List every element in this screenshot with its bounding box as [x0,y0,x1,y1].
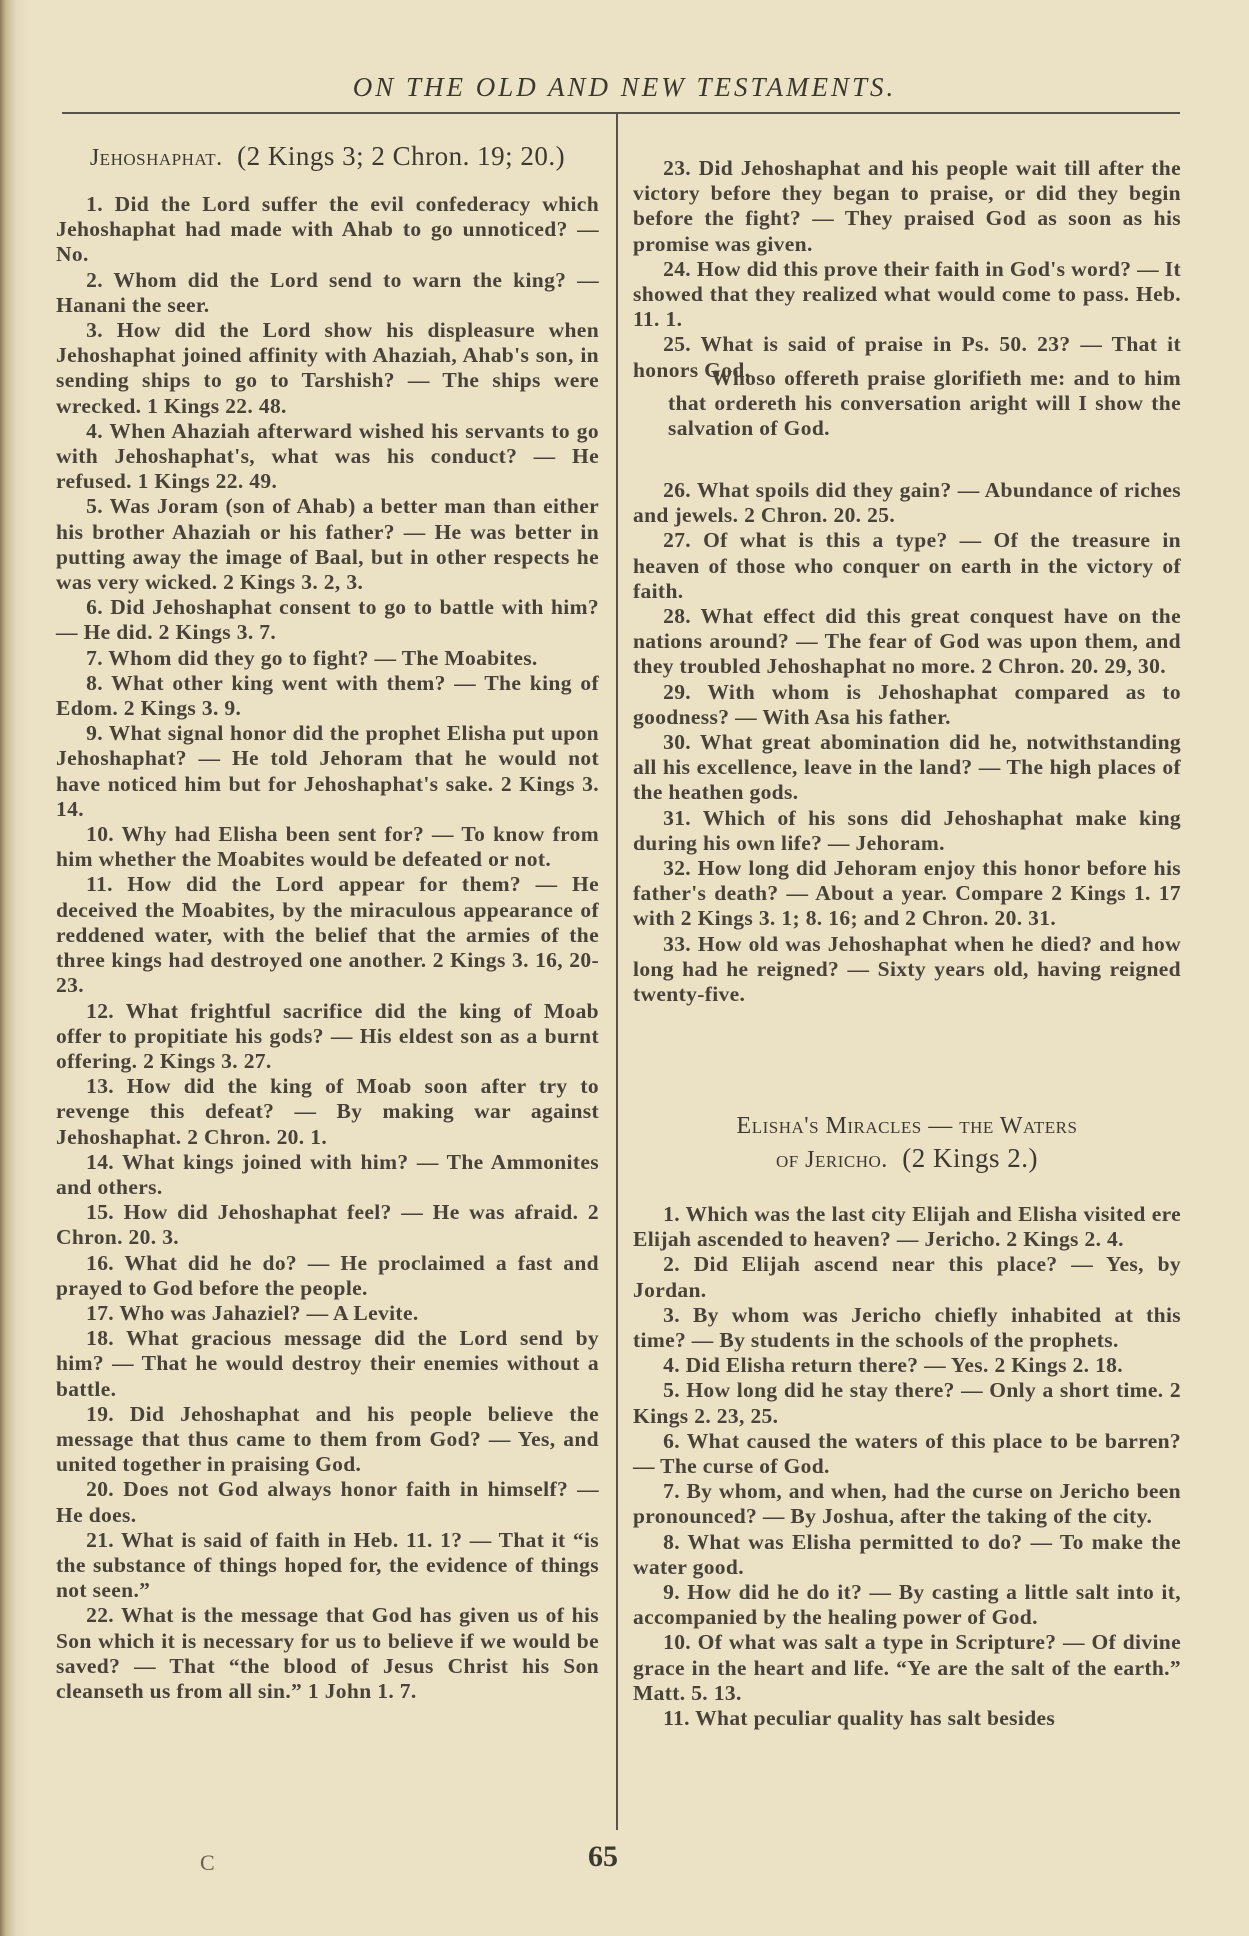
qa-item: 32. How long did Jehoram enjoy this honor before his father's death? — About a year. Compare 2 Kings 1. 17 with 2 Kings 3. 1; 8. 16; and 2 Chron. 20. 31. [633,856,1181,931]
qa-item: 9. What signal honor did the prophet Elisha put upon Jehoshaphat? — He told Jehoram that he would not have noticed him but for Jehoshaphat's sake. 2 Kings 3. 14. [56,721,599,821]
qa-item: 14. What kings joined with him? — The Ammonites and others. [56,1149,599,1199]
qa-item: 7. By whom, and when, had the curse on Jericho been pronounced? — By Joshua, after the taking of the city. [633,1479,1181,1529]
running-head: ON THE OLD AND NEW TESTAMENTS. [352,72,897,102]
qa-list-left [56,192,599,1704]
qa-item: 25. What is said of praise in Ps. 50. 23? — That it honors God. [633,332,1181,382]
left-column [56,140,599,1704]
qa-item: 8. What was Elisha permitted to do? — To make the water good. [633,1529,1181,1579]
qa-item: 5. Was Joram (son of Ahab) a better man than either his brother Ahaziah or his father? — He was better in putting away the image of Baal, but in other respects he was very wicked. 2 Kings 3. 2, 3. [56,494,599,595]
qa-item: 2. Did Elijah ascend near this place? — Yes, by Jordan. [633,1252,1181,1302]
qa-item: 19. Did Jehoshaphat and his people believe the message that thus came to them from God? — Yes, and united together in praising God. [56,1401,599,1477]
qa-item: 6. What caused the waters of this place to be barren? — The curse of God. [633,1428,1181,1479]
qa-item: 17. Who was Jahaziel? — A Levite. [86,1300,419,1325]
qa-item: 3. By whom was Jericho chiefly inhabited at this time? — By students in the schools of the prophets. [633,1302,1181,1353]
section-heading-jehoshaphat [56,140,599,174]
right-column-a [633,156,1181,383]
qa-item: 11. How did the Lord appear for them? — He deceived the Moabites, by the miraculous appearance of reddened water, with the belief that the armies of the three kings had destroyed one another. 2 Kings 3. 16, 20-23. [56,872,599,998]
section-reference: (2 Kings 2.) [902,1143,1039,1173]
qa-item: 18. What gracious message did the Lord send by him? — That he would destroy their enemies without a battle. [56,1326,599,1401]
section-heading-elisha [633,1108,1181,1176]
signature-mark: C [200,1850,215,1875]
section-title: Jehoshaphat. [89,145,223,171]
qa-item: 1. Did the Lord suffer the evil confederacy which Jehoshaphat had made with Ahab to go unnoticed? — No. [56,192,599,267]
header-rule [62,112,1180,114]
scripture-quote [633,366,1181,442]
qa-item: 4. When Ahaziah afterward wished his servants to go with Jehoshaphat's, what was his conduct? — He refused. 1 Kings 22. 49. [56,418,599,494]
qa-item: 28. What effect did this great conquest have on the nations around? — The fear of God was upon them, and they troubled Jehoshaphat no more. 2 Chron. 20. 29, 30. [633,604,1181,679]
qa-list-right-a [633,156,1181,383]
qa-item: 30. What great abomination did he, notwithstanding all his excellence, leave in the land? — The high places of the heathen gods. [633,730,1181,805]
qa-item: 27. Of what is this a type? — Of the treasure in heaven of those who conquer on earth in the victory of faith. [633,528,1181,603]
qa-item: 1. Which was the last city Elijah and Elisha visited ere Elijah ascended to heaven? — Jericho. 2 Kings 2. 4. [633,1202,1181,1252]
right-column-b [633,478,1181,1007]
qa-list-right-b [633,478,1181,1007]
qa-item: 16. What did he do? — He proclaimed a fast and prayed to God before the people. [56,1250,599,1300]
right-column-elisha [633,1108,1181,1731]
qa-item: 29. With whom is Jehoshaphat compared as to goodness? — With Asa his father. [633,679,1181,729]
qa-item: 31. Which of his sons did Jehoshaphat make king during his own life? — Jehoram. [633,805,1181,855]
qa-item: 9. How did he do it? — By casting a little salt into it, accompanied by the healing power of God. [633,1580,1181,1630]
section-reference: (2 Kings 3; 2 Chron. 19; 20.) [237,141,566,171]
section-title-line1: Elisha's Miracles — the Waters [736,1113,1078,1139]
qa-item: 21. What is said of faith in Heb. 11. 1? — That it “is the substance of things hoped for, the evidence of things not seen.” [56,1527,599,1603]
qa-item: 8. What other king went with them? — The king of Edom. 2 Kings 3. 9. [56,670,599,721]
qa-item: 24. How did this prove their faith in God's word? — It showed that they realized what would come to pass. Heb. 11. 1. [633,256,1181,332]
page-number: 65 [588,1840,618,1873]
qa-item: 10. Of what was salt a type in Scripture? — Of divine grace in the heart and life. “Ye are the salt of the earth.” Matt. 5. 13. [633,1630,1181,1705]
qa-item: 11. What peculiar quality has salt besides [663,1706,1056,1731]
qa-item: 5. How long did he stay there? — Only a short time. 2 Kings 2. 23, 25. [633,1378,1181,1428]
quote-text: Whoso offereth praise glorifieth me: and to him that ordereth his conversation aright will I show the salvation of God. [668,366,1181,441]
qa-item: 13. How did the king of Moab soon after try to revenge this defeat? — By making war against Jehoshaphat. 2 Chron. 20. 1. [56,1074,599,1149]
qa-item: 10. Why had Elisha been sent for? — To know from him whether the Moabites would be defeated or not. [56,822,599,872]
column-divider [616,114,618,1830]
qa-item: 33. How old was Jehoshaphat when he died? and how long had he reigned? — Sixty years old, having reigned twenty-five. [633,931,1181,1007]
qa-item: 23. Did Jehoshaphat and his people wait till after the victory before they began to praise, or did they begin before the fight? — They praised God as soon as his promise was given. [633,156,1181,256]
qa-item: 26. What spoils did they gain? — Abundance of riches and jewels. 2 Chron. 20. 25. [633,478,1181,528]
qa-list-elisha [633,1202,1181,1731]
qa-item: 15. How did Jehoshaphat feel? — He was afraid. 2 Chron. 20. 3. [56,1200,599,1250]
qa-item: 7. Whom did they go to fight? — The Moabites. [86,645,538,670]
qa-item: 22. What is the message that God has given us of his Son which it is necessary for us to believe if we would be saved? — That “the blood of Jesus Christ his Son cleanseth us from all sin.” 1 John 1. 7. [56,1603,599,1703]
qa-item: 2. Whom did the Lord send to warn the king? — Hanani the seer. [56,267,599,317]
section-title-line2: of Jericho. [775,1147,888,1173]
qa-item: 20. Does not God always honor faith in himself? — He does. [56,1477,599,1527]
qa-item: 6. Did Jehoshaphat consent to go to battle with him? — He did. 2 Kings 3. 7. [56,595,599,645]
qa-item: 3. How did the Lord show his displeasure when Jehoshaphat joined affinity with Ahaziah, Ahab's son, in sending ships to go to Tarshish? — The ships were wrecked. 1 Kings 22. 48. [56,318,599,418]
qa-item: 4. Did Elisha return there? — Yes. 2 Kings 2. 18. [663,1353,1124,1378]
qa-item: 12. What frightful sacrifice did the king of Moab offer to propitiate his gods? — His eldest son as a burnt offering. 2 Kings 3. 27. [56,998,599,1073]
